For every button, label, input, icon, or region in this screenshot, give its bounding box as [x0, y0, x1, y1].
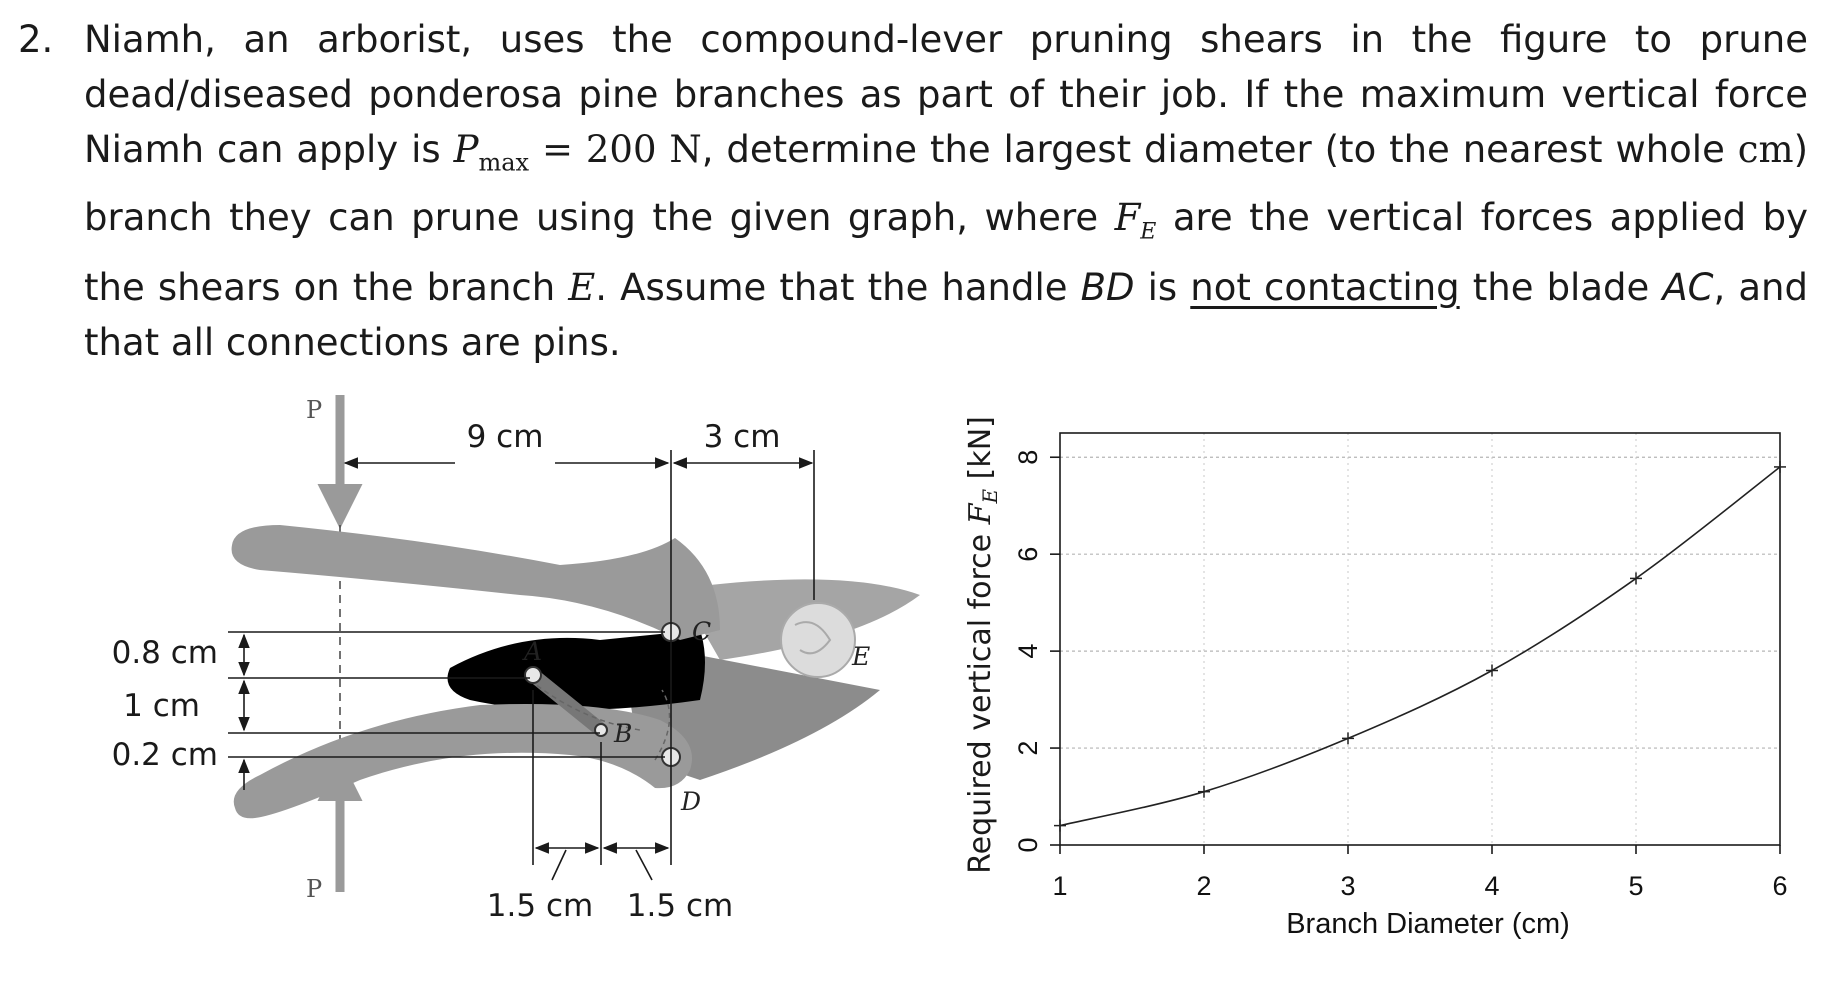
y-tick-label-4: 4 [1013, 643, 1044, 659]
problem-text-8: , and that all connections are pins. [84, 265, 1808, 364]
problem-text-7: the blade [1459, 265, 1663, 309]
dim-1-5cm-b: 1.5 cm [626, 888, 734, 924]
x-tick-label-1: 1 [1052, 871, 1068, 901]
dim-3cm: 3 cm [703, 419, 781, 455]
y-axis-label-sub: E [978, 488, 1002, 504]
pmax-subscript: max [478, 148, 530, 177]
x-tick-label-5: 5 [1628, 871, 1644, 901]
y-axis-label-symbol: F [963, 503, 998, 525]
y-tick-label-8: 8 [1013, 449, 1044, 465]
x-tick-label-2: 2 [1196, 871, 1212, 901]
curve-markers [1054, 461, 1786, 832]
dim-0-2cm: 0.2 cm [111, 737, 218, 773]
fe-symbol: F [1114, 196, 1141, 240]
problem-text-5: . Assume that the handle [595, 265, 1081, 309]
unit-cm: cm [1737, 128, 1794, 171]
dim-9cm: 9 cm [466, 419, 544, 455]
branch-e-symbol: E [568, 265, 596, 309]
problem-text-1: Niamh, an arborist, uses the compound-lever pruning shears in the figure to prune dead/diseased ponderosa pine branches as part of their job. If the maximum vertical force Niamh can apply is [84, 18, 1808, 171]
dim-0-8cm: 0.8 cm [111, 635, 218, 671]
label-b: B [614, 719, 633, 748]
graph-grid [1060, 433, 1780, 845]
x-tick-label-4: 4 [1484, 871, 1500, 901]
problem-text-3: ) branch they can prune using the given graph, where [84, 128, 1808, 240]
pmax-symbol: P [453, 128, 479, 171]
label-a: A [524, 637, 543, 666]
y-axis-label-text: Required vertical force [963, 524, 998, 874]
x-axis-label: Branch Diameter (cm) [1286, 908, 1570, 940]
x-tick-label-3: 3 [1340, 871, 1356, 901]
dim-1-5cm-a: 1.5 cm [486, 888, 594, 924]
problem-text-2: , determine the largest diameter (to the nearest whole [701, 128, 1738, 171]
label-e: E [852, 642, 871, 671]
y-tick-label-0: 0 [1013, 837, 1044, 853]
label-p-top: P [306, 396, 323, 424]
x-tick-label-6: 6 [1772, 871, 1788, 901]
problem-text-4: are the vertical forces applied by the shears on the branch [84, 196, 1808, 309]
fe-subscript: E [1140, 219, 1157, 245]
y-axis-label [963, 416, 1002, 874]
label-c: C [692, 617, 712, 646]
problem-number: 2. [18, 18, 54, 61]
dim-1cm: 1 cm [123, 688, 200, 724]
label-d: D [681, 787, 702, 816]
handle-bd: BD [1080, 265, 1135, 309]
underlined-phrase: not contacting [1190, 265, 1460, 309]
pmax-equation: = 200 N [529, 128, 702, 171]
y-tick-label-6: 6 [1013, 546, 1044, 562]
problem-text-6: is [1134, 265, 1191, 309]
y-tick-label-2: 2 [1013, 740, 1044, 756]
y-axis-label-unit: [kN] [963, 416, 998, 489]
force-curve [1060, 467, 1780, 826]
plot-frame [1060, 433, 1780, 845]
graph-ticks [1013, 450, 1787, 901]
label-p-bottom: P [306, 875, 323, 903]
blade-ac: AC [1662, 265, 1714, 309]
